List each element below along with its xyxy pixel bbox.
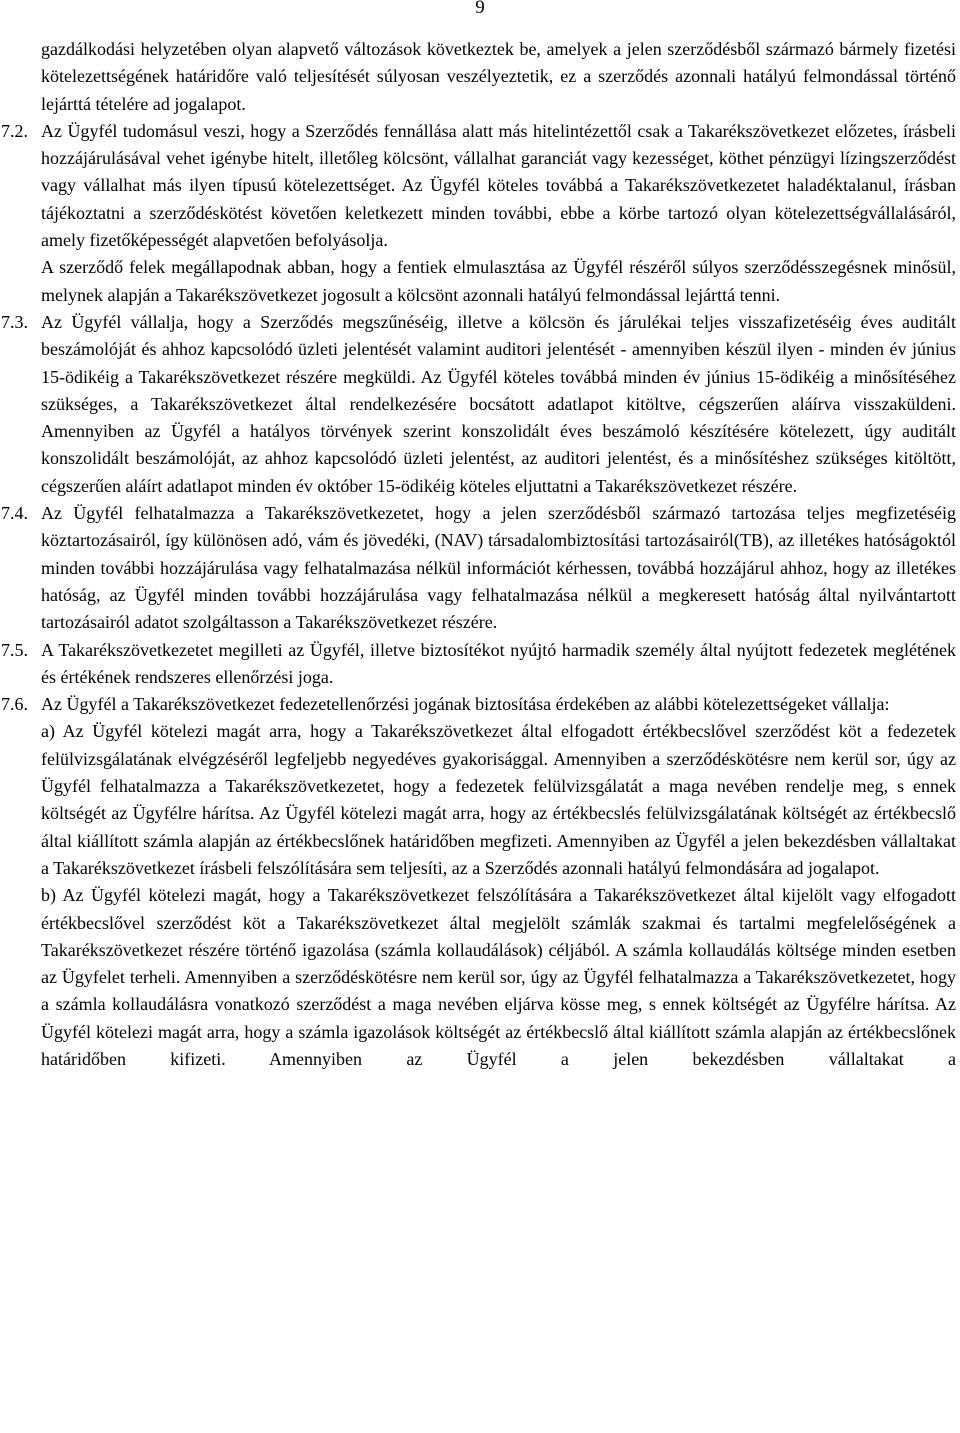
section-7-6 xyxy=(0,691,956,1073)
document-body xyxy=(0,36,960,1073)
page-number: 9 xyxy=(475,0,485,18)
paragraph: Az Ügyfél felhatalmazza a Takarékszövetkezetet, hogy a jelen szerződésből származó tartozása teljes megfizetéséig köztartozásairól, így különösen adó, vám és jövedéki, (NAV) társadalombiztosítási tartozásairól(TB), az illetékes hatóságoktól minden további hozzájárulása vagy felhatalmazása nélkül információt kérhessen, továbbá hozzájárul ahhoz, hogy az illetékes hatóság, az Ügyfél minden további hozzájárulása vagy felhatalmazása nélkül a megkeresett hatóság által nyilvántartott tartozásairól adatot szolgáltasson a Takarékszövetkezet részére. xyxy=(41,503,956,633)
section-7-3 xyxy=(0,309,956,500)
paragraph: A Takarékszövetkezetet megilleti az Ügyfél, illetve biztosítékot nyújtó harmadik személy által nyújtott fedezetek meglétének és értékének rendszeres ellenőrzési joga. xyxy=(41,639,956,687)
section-7-2 xyxy=(0,118,956,309)
subitem-b: b) Az Ügyfél kötelezi magát, hogy a Takarékszövetkezet felszólítására a Takarékszövetkezet által kijelölt vagy elfogadott értékbecslővel szerződést köt a Takarékszövetkezet által megjelölt számlák szakmai és tartalmi megfelelőségének a Takarékszövetkezet részére történő igazolása (számla kollaudálások) céljából. A számla kollaudálás költsége minden esetben az Ügyfelet terheli. Amennyiben a szerződéskötésre nem kerül sor, úgy az Ügyfél felhatalmazza a Takarékszövetkezetet, hogy a számla kollaudálásra vonatkozó szerződést a maga nevében eljárva kösse meg, s ennek költségét az Ügyfélre hárítsa. Az Ügyfél kötelezi magát arra, hogy a számla igazolások költségét az értékbecslő által kiállított számla alapján az értékbecslőnek határidőben kifizeti. Amennyiben az Ügyfél a jelen bekezdésben vállaltakat a xyxy=(41,885,956,1069)
section-number: 7.2. xyxy=(1,120,28,141)
paragraph: Az Ügyfél a Takarékszövetkezet fedezetellenőrzési jogának biztosítása érdekében az alábbi kötelezettségeket vállalja: xyxy=(41,694,890,715)
section-7-4 xyxy=(0,500,956,636)
paragraph: Az Ügyfél vállalja, hogy a Szerződés megszűnéséig, illetve a kölcsön és járulékai teljes visszafizetéséig éves auditált beszámolóját és ahhoz kapcsolódó üzleti jelentését valamint auditori jelentését - amennyiben készül ilyen - minden év június 15-ödikéig a Takarékszövetkezet részére megküldi. Az Ügyfél köteles továbbá minden év június 15-ödikéig a minősítéséhez szükséges, a Takarékszövetkezet által rendelkezésére bocsátott adatlapot kitöltve, cégszerűen aláírva visszaküldeni. Amennyiben az Ügyfél a hatályos törvények szerint konszolidált éves beszámoló készítésére kötelezett, úgy auditált konszolidált beszámolóját, az ahhoz kapcsolódó üzleti jelentést, az auditori jelentést, és a minősítéshez szükséges kitöltött, cégszerűen aláírt adatlapot minden év október 15-ödikéig köteles eljuttatni a Takarékszövetkezet részére. xyxy=(41,311,956,496)
section-number: 7.3. xyxy=(1,311,28,332)
paragraph: A szerződő felek megállapodnak abban, hogy a fentiek elmulasztása az Ügyfél részéről súlyos szerződésszegésnek minősül, melynek alapján a Takarékszövetkezet jogosult a kölcsönt azonnali hatályú felmondással lejárttá tenni. xyxy=(41,257,956,305)
paragraph: Az Ügyfél tudomásul veszi, hogy a Szerződés fennállása alatt más hitelintézettől csak a Takarékszövetkezet előzetes, írásbeli hozzájárulásával vehet igénybe hitelt, illetőleg kölcsönt, vállalhat garanciát vagy kezességet, köthet pénzügyi lízingszerződést vagy vállalhat más ilyen típusú kötelezettséget. Az Ügyfél köteles továbbá a Takarékszövetkezetet haladéktalanul, írásban tájékoztatni a szerződéskötést követően keletkezett minden további, ebbe a körbe tartozó olyan kötelezettségvállalásáról, amely fizetőképességét alapvetően befolyásolja. xyxy=(41,120,956,251)
section-number: 7.5. xyxy=(1,639,28,660)
section-number: 7.4. xyxy=(1,503,28,524)
subitem-a: a) Az Ügyfél kötelezi magát arra, hogy a Takarékszövetkezet által elfogadott értékbecslővel szerződést köt a fedezetek felülvizsgálatának elvégzéséről legfeljebb negyedéves gyakorisággal. Amennyiben a szerződéskötésre nem kerül sor, úgy az Ügyfél felhatalmazza a Takarékszövetkezetet, hogy a fedezetek felülvizsgálatát a maga nevében rendelje meg, s ennek költségét az Ügyfélre hárítsa. Az Ügyfél kötelezi magát arra, hogy az értékbecslés felülvizsgálatának költségét az értékbecslő által kiállított számla alapján az értékbecslőnek határidőben megfizeti. Amennyiben az Ügyfél a jelen bekezdésben vállaltakat a Takarékszövetkezet írásbeli felszólítására sem teljesíti, az a Szerződés azonnali hatályú felmondására ad jogalapot. xyxy=(41,721,956,878)
continuation-paragraph: gazdálkodási helyzetében olyan alapvető változások következtek be, amelyek a jelen szerződésből származó bármely fizetési kötelezettségének határidőre való teljesítését súlyosan veszélyeztetik, ez a szerződés azonnali hatályú felmondással történő lejárttá tételére ad jogalapot. xyxy=(41,39,956,114)
section-number: 7.6. xyxy=(1,694,28,715)
section-7-5 xyxy=(0,637,956,692)
